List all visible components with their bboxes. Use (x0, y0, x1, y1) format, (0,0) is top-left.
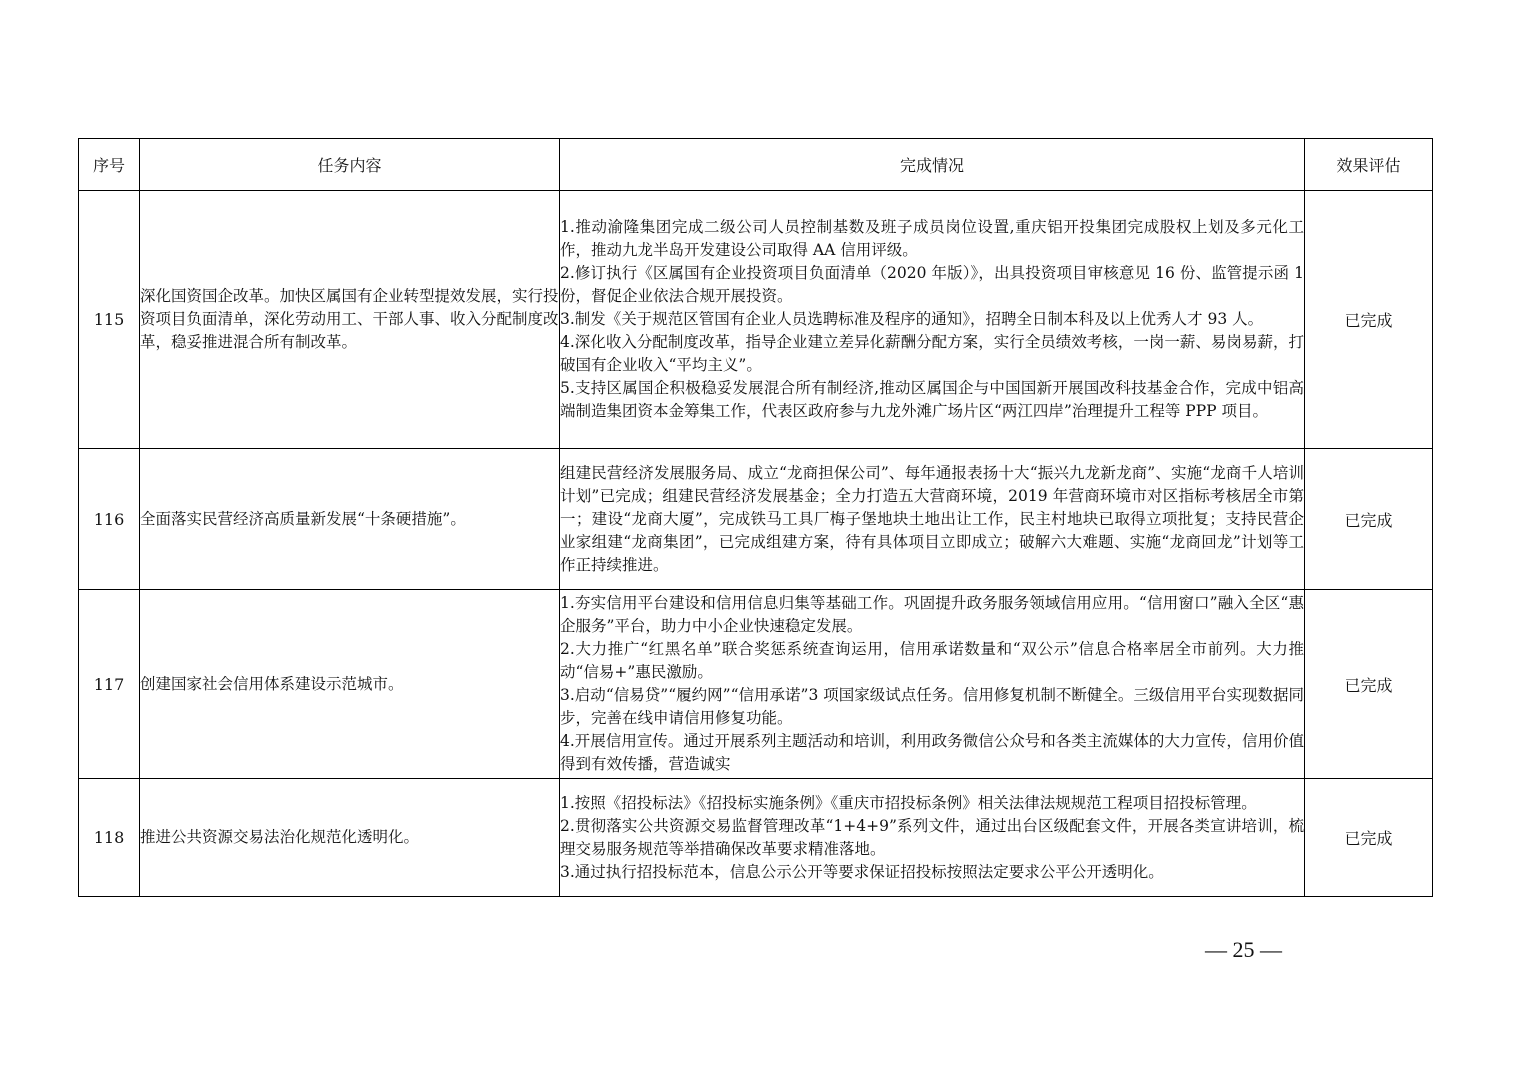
detail-item: 组建民营经济发展服务局、成立“龙商担保公司”、每年通报表扬十大“振兴九龙新龙商”、实施“龙商千人培训计划”已完成；组建民营经济发展基金；全力打造五大营商环境，2019 年营商环境市对区指标考核居全市第一；建设“龙商大厦”，完成铁马工具厂梅子堡地块土地出让工作，民主村地块已取得立项批复；支持民营企业家组建“龙商集团”，已完成组建方案，待有具体项目立即成立；破解六大难题、实施“龙商回龙”计划等工作正持续推进。 (560, 463, 1304, 574)
row-number: 118 (79, 779, 140, 897)
table-row (79, 590, 1433, 779)
table-row (79, 779, 1433, 897)
detail-item: 3.启动“信易贷”“履约网”“信用承诺”3 项国家级试点任务。信用修复机制不断健全。三级信用平台实现数据同步，完善在线申请信用修复功能。 (560, 686, 1304, 727)
detail-item: 4.开展信用宣传。通过开展系列主题活动和培训，利用政务微信公众号和各类主流媒体的大力宣传，信用价值得到有效传播，营造诚实 (560, 732, 1304, 773)
effect-evaluation: 已完成 (1305, 779, 1433, 897)
detail-item: 2.大力推广“红黑名单”联合奖惩系统查询运用，信用承诺数量和“双公示”信息合格率居全市前列。大力推动“信易+”惠民激励。 (560, 640, 1304, 681)
row-number: 115 (79, 191, 140, 449)
completion-details (560, 449, 1305, 590)
detail-item: 1.夯实信用平台建设和信用信息归集等基础工作。巩固提升政务服务领域信用应用。“信用窗口”融入全区“惠企服务”平台，助力中小企业快速稳定发展。 (560, 594, 1304, 635)
table-header-row (79, 139, 1433, 191)
header-details: 完成情况 (560, 139, 1305, 191)
effect-evaluation: 已完成 (1305, 449, 1433, 590)
detail-item: 1.按照《招投标法》《招投标实施条例》《重庆市招投标条例》相关法律法规规范工程项目招投标管理。 (560, 793, 1257, 812)
effect-evaluation: 已完成 (1305, 590, 1433, 779)
detail-item: 1.推动渝隆集团完成二级公司人员控制基数及班子成员岗位设置,重庆铝开投集团完成股权上划及多元化工作，推动九龙半岛开发建设公司取得 AA 信用评级。 (560, 218, 1304, 259)
completion-details (560, 191, 1305, 449)
task-content: 创建国家社会信用体系建设示范城市。 (140, 590, 560, 779)
task-content: 深化国资国企改革。加快区属国有企业转型提效发展，实行投资项目负面清单，深化劳动用工、干部人事、收入分配制度改革，稳妥推进混合所有制改革。 (140, 191, 560, 449)
completion-details (560, 779, 1305, 897)
table-row (79, 191, 1433, 449)
row-number: 116 (79, 449, 140, 590)
detail-item: 3.制发《关于规范区管国有企业人员选聘标准及程序的通知》，招聘全日制本科及以上优秀人才 93 人。 (560, 310, 1264, 328)
completion-details (560, 590, 1305, 779)
effect-evaluation: 已完成 (1305, 191, 1433, 449)
row-number: 117 (79, 590, 140, 779)
task-content: 全面落实民营经济高质量新发展“十条硬措施”。 (140, 449, 560, 590)
header-no: 序号 (79, 139, 140, 191)
detail-item: 5.支持区属国企积极稳妥发展混合所有制经济,推动区属国企与中国国新开展国改科技基金合作，完成中铝高端制造集团资本金筹集工作，代表区政府参与九龙外滩广场片区“两江四岸”治理提升工程等 PPP 项目。 (560, 379, 1304, 420)
detail-item: 2.贯彻落实公共资源交易监督管理改革“1+4+9”系列文件，通过出台区级配套文件，开展各类宣讲培训，梳理交易服务规范等举措确保改革要求精准落地。 (560, 816, 1304, 858)
detail-item: 3.通过执行招投标范本，信息公示公开等要求保证招投标按照法定要求公平公开透明化。 (560, 862, 1164, 881)
task-content: 推进公共资源交易法治化规范化透明化。 (140, 779, 560, 897)
page-number: — 25 — (1205, 937, 1282, 962)
detail-item: 4.深化收入分配制度改革，指导企业建立差异化薪酬分配方案，实行全员绩效考核，一岗一薪、易岗易薪，打破国有企业收入“平均主义”。 (560, 333, 1304, 374)
header-result: 效果评估 (1305, 139, 1433, 191)
detail-item: 2.修订执行《区属国有企业投资项目负面清单（2020 年版）》，出具投资项目审核意见 16 份、监管提示函 1 份，督促企业依法合规开展投资。 (560, 264, 1304, 305)
table-row (79, 449, 1433, 590)
header-task: 任务内容 (140, 139, 560, 191)
task-table (78, 138, 1433, 897)
